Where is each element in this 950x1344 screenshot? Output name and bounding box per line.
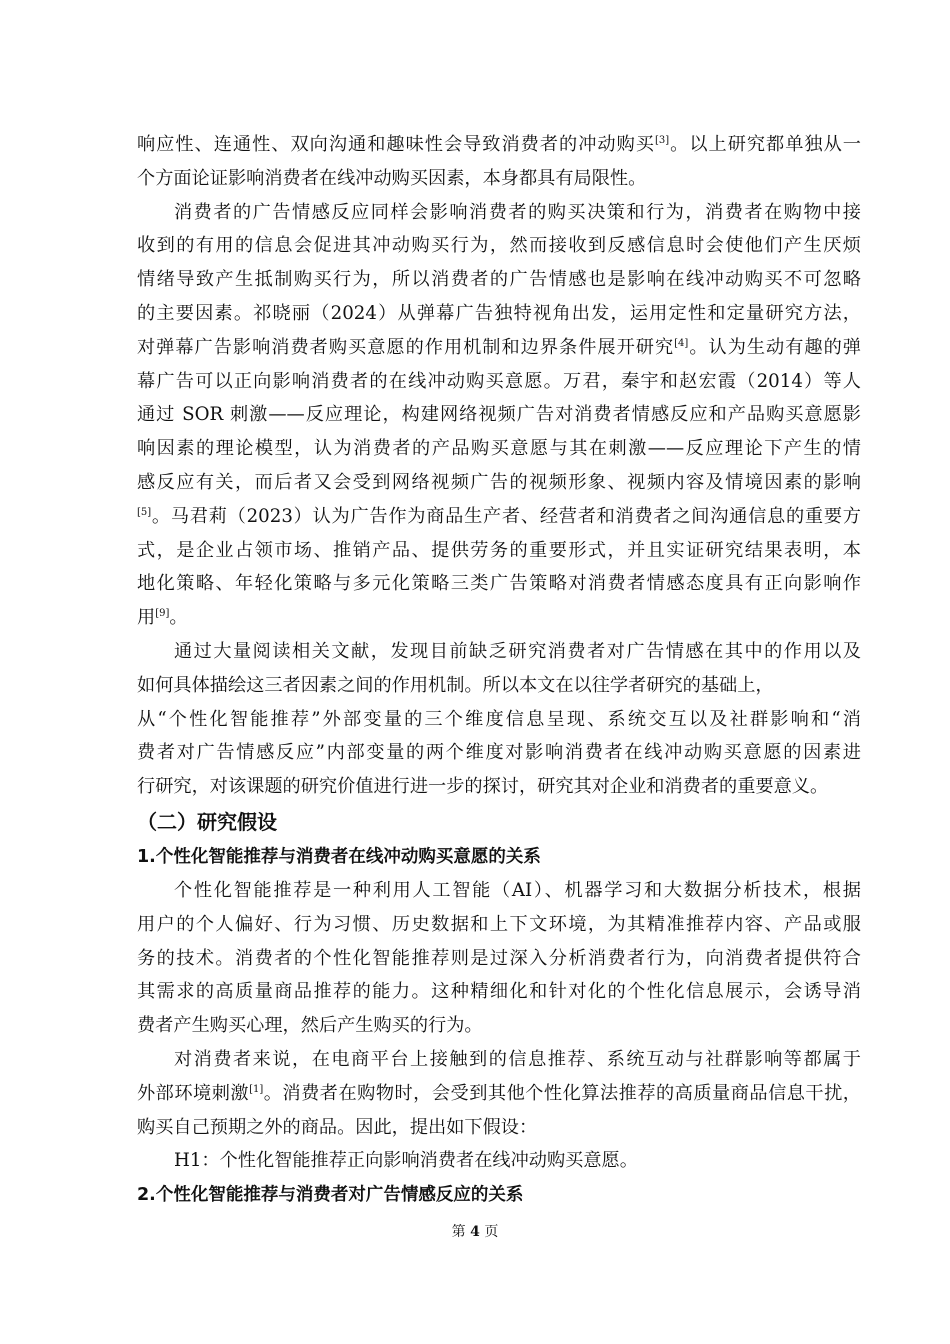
paragraph-line: 如何具体描绘这三者因素之间的作用机制。所以本文在以往学者研究的基础上，: [137, 674, 774, 696]
paragraph-line: 费者产生购买心理，然后产生购买的行为。: [137, 1015, 483, 1037]
page-body: [137, 128, 861, 1212]
subsection-heading: 1.个性化智能推荐与消费者在线冲动购买意愿的关系: [137, 846, 541, 867]
paragraph-line: 收到的有用的信息会促进其冲动购买行为，然而接收到反感信息时会使他们产生厌烦: [137, 235, 861, 257]
paragraph-line: 用户的个人偏好、行为习惯、历史数据和上下文环境，为其精准推荐内容、产品或服: [137, 913, 861, 935]
paragraph-line: 从“个性化智能推荐”外部变量的三个维度信息呈现、系统交互以及社群影响和“消: [137, 708, 861, 730]
citation-ref: [4]: [674, 337, 689, 349]
paragraph-line: 地化策略、年轻化策略与多元化策略三类广告策略对消费者情感态度具有正向影响作: [137, 573, 861, 595]
page-number: 4: [470, 1224, 480, 1240]
paragraph-line: 的主要因素。祁晓丽（2024）从弹幕广告独特视角出发，运用定性和定量研究方法，: [137, 302, 861, 324]
paragraph-line: 幕广告可以正向影响消费者的在线冲动购买意愿。万君，秦宇和赵宏霞（2014）等人: [137, 370, 861, 392]
paragraph-line: 感反应有关，而后者又会受到网络视频广告的视频形象、视频内容及情境因素的影响: [137, 471, 861, 493]
footer-suffix: 页: [484, 1224, 499, 1240]
citation-ref: [5]: [137, 506, 152, 518]
paragraph-line: 响应性、连通性、双向沟通和趣味性会导致消费者的冲动购买[3]。以上研究都单独从一: [137, 134, 861, 155]
paragraph-line: 个性化智能推荐是一种利用人工智能（AI）、机器学习和大数据分析技术，根据: [174, 879, 861, 901]
paragraph-line: 对消费者来说，在电商平台上接触到的信息推荐、系统互动与社群影响等都属于: [174, 1048, 861, 1070]
paragraph-line: 通过 SOR 刺激——反应理论，构建网络视频广告对消费者情感反应和产品购买意愿影: [137, 404, 861, 426]
paragraph-line: 式，是企业占领市场、推销产品、提供劳务的重要形式，并且实证研究结果表明，本: [137, 539, 861, 561]
paragraph-line: [5]。马君莉（2023）认为广告作为商品生产者、经营者和消费者之间沟通信息的重要方: [137, 505, 861, 527]
citation-ref: [1]: [249, 1083, 264, 1095]
paragraph-line: 通过大量阅读相关文献，发现目前缺乏研究消费者对广告情感在其中的作用以及: [174, 640, 861, 662]
hypothesis-line: H1：个性化智能推荐正向影响消费者在线冲动购买意愿。: [174, 1150, 638, 1172]
paragraph-line: 其需求的高质量商品推荐的能力。这种精细化和针对化的个性化信息展示，会诱导消: [137, 981, 861, 1003]
paragraph-line: 务的技术。消费者的个性化智能推荐则是过深入分析消费者行为，向消费者提供符合: [137, 947, 861, 969]
paragraph-line: 情绪导致产生抵制购买行为，所以消费者的广告情感也是影响在线冲动购买不可忽略: [137, 269, 861, 291]
paragraph-line: 消费者的广告情感反应同样会影响消费者的购买决策和行为，消费者在购物中接: [174, 201, 861, 223]
paragraph-line: 用[9]。: [137, 607, 188, 629]
subsection-heading: 2.个性化智能推荐与消费者对广告情感反应的关系: [137, 1185, 524, 1206]
paragraph-line: 购买自己预期之外的商品。因此，提出如下假设：: [137, 1116, 538, 1138]
section-heading: （二）研究假设: [137, 809, 277, 834]
paragraph-line: 个方面论证影响消费者在线冲动购买因素，本身都具有局限性。: [137, 167, 647, 189]
citation-ref: [3]: [654, 135, 670, 146]
paragraph-line: 费者对广告情感反应”内部变量的两个维度对影响消费者在线冲动购买意愿的因素进: [137, 742, 861, 764]
paragraph-line: 行研究，对该课题的研究价值进行进一步的探讨，研究其对企业和消费者的重要意义。: [137, 776, 829, 798]
paragraph-line: 对弹幕广告影响消费者购买意愿的作用机制和边界条件展开研究[4]。认为生动有趣的弹: [137, 336, 861, 358]
page-footer: [0, 1222, 950, 1242]
citation-ref: [9]: [155, 608, 170, 620]
paragraph-line: 响因素的理论模型，认为消费者的产品购买意愿与其在刺激——反应理论下产生的情: [137, 438, 861, 460]
paragraph-line: 外部环境刺激[1]。消费者在购物时，会受到其他个性化算法推荐的高质量商品信息干扰，: [137, 1082, 861, 1104]
footer-prefix: 第: [451, 1224, 466, 1240]
